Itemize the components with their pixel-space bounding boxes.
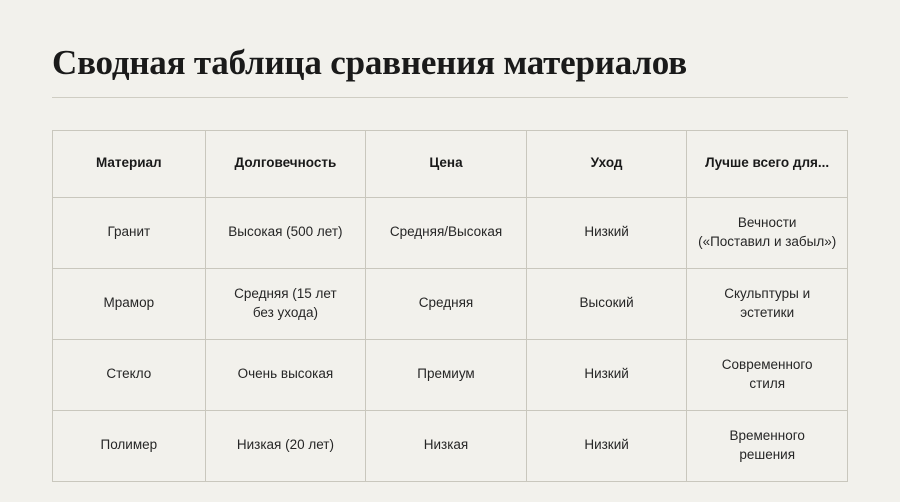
materials-comparison-table [52, 130, 848, 482]
cell-best-for: Вечности («Поставил и забыл») [687, 197, 848, 268]
cell-price: Низкая [366, 410, 527, 481]
cell-durability: Высокая (500 лет) [205, 197, 366, 268]
cell-price: Средняя/Высокая [366, 197, 527, 268]
cell-material: Полимер [53, 410, 206, 481]
cell-best-for: Временного решения [687, 410, 848, 481]
table-row [53, 339, 848, 410]
cell-care: Низкий [526, 197, 687, 268]
table-header-row [53, 130, 848, 197]
column-header-material: Материал [53, 130, 206, 197]
table-body [53, 197, 848, 481]
column-header-price: Цена [366, 130, 527, 197]
cell-care: Низкий [526, 339, 687, 410]
cell-material: Мрамор [53, 268, 206, 339]
table-row [53, 410, 848, 481]
column-header-care: Уход [526, 130, 687, 197]
cell-best-for: Современного стиля [687, 339, 848, 410]
cell-care: Низкий [526, 410, 687, 481]
column-header-best-for: Лучше всего для... [687, 130, 848, 197]
cell-material: Стекло [53, 339, 206, 410]
cell-durability: Низкая (20 лет) [205, 410, 366, 481]
column-header-durability: Долговечность [205, 130, 366, 197]
table-row [53, 268, 848, 339]
cell-durability: Средняя (15 лет без ухода) [205, 268, 366, 339]
page-title: Сводная таблица сравнения материалов [52, 43, 687, 82]
cell-durability: Очень высокая [205, 339, 366, 410]
cell-care: Высокий [526, 268, 687, 339]
cell-price: Средняя [366, 268, 527, 339]
cell-price: Премиум [366, 339, 527, 410]
table-header [53, 130, 848, 197]
cell-best-for: Скульптуры и эстетики [687, 268, 848, 339]
table-row [53, 197, 848, 268]
title-divider [52, 97, 848, 98]
cell-material: Гранит [53, 197, 206, 268]
